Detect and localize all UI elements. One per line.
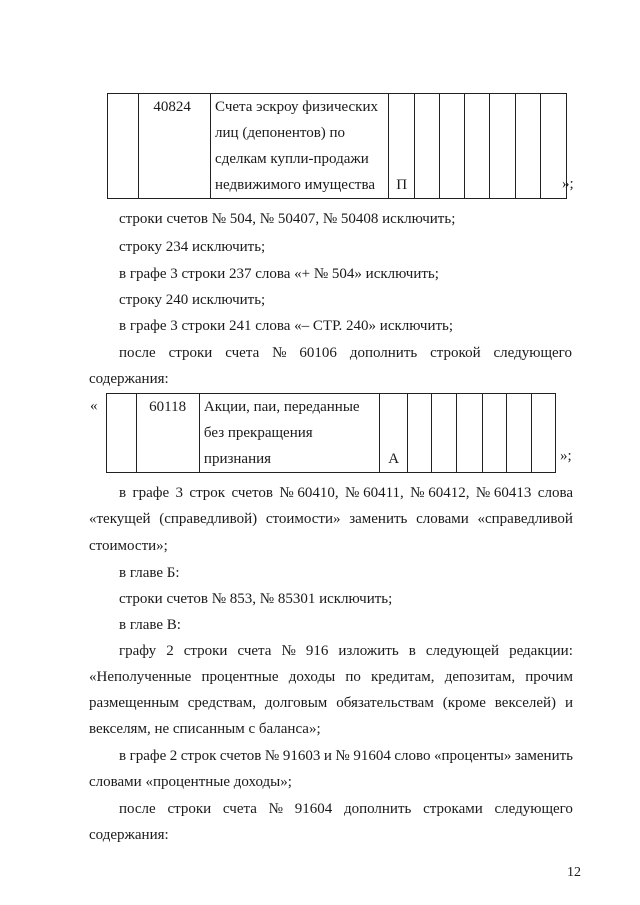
paragraph-line (89, 695, 573, 712)
word: счетов (231, 485, 273, 501)
empty-cell (415, 94, 440, 199)
paragraph-line: содержания: (89, 371, 169, 387)
word: строк (180, 748, 217, 764)
empty-cell (108, 94, 139, 199)
word: графе (129, 748, 167, 764)
word: № 60411, (345, 485, 404, 501)
word: обязательствам (336, 695, 434, 711)
word: по (345, 669, 361, 685)
empty-cell (531, 394, 555, 473)
closing-quote: »; (562, 176, 574, 192)
word: «проценты» (433, 748, 512, 764)
paragraph: строку 234 исключить; (119, 239, 266, 255)
word: № 91604 (335, 748, 391, 764)
word: строк (189, 485, 226, 501)
empty-cell (515, 94, 540, 199)
word: средствам, (187, 695, 257, 711)
word: 2 (166, 643, 174, 659)
account-mark: А (380, 394, 408, 473)
empty-cell (490, 94, 515, 199)
paragraph: строки счетов № 853, № 85301 исключить; (119, 591, 393, 607)
word: редакции: (509, 643, 573, 659)
empty-cell (432, 394, 456, 473)
paragraph-line: векселям, не списанным с баланса»; (89, 721, 321, 737)
word: 91604 (294, 801, 333, 817)
word: № 60412, (410, 485, 470, 501)
paragraph: в главе Б: (119, 565, 180, 581)
paragraph-line (119, 748, 573, 765)
word: в (119, 748, 127, 764)
word: прочим (525, 669, 573, 685)
account-mark: П (389, 94, 415, 199)
empty-cell (456, 394, 482, 473)
empty-cell (507, 394, 531, 473)
paragraph: в графе 3 строки 237 слова «+ № 504» исключить; (119, 266, 439, 282)
word: № 60410, (279, 485, 339, 501)
empty-cell (107, 394, 137, 473)
account-name-line: сделкам купли-продажи (215, 151, 369, 167)
paragraph-line (119, 485, 573, 502)
word: № (268, 801, 283, 817)
word: дополнить (343, 801, 412, 817)
account-name (211, 94, 389, 199)
paragraph: строки счетов № 504, № 50407, № 50408 исключить; (119, 211, 456, 227)
paragraph-line (119, 643, 573, 660)
paragraph-line: словами «процентные доходы»; (89, 774, 292, 790)
word: следующего (493, 345, 572, 361)
paragraph: в графе 3 строки 241 слова «– СТР. 240» исключить; (119, 318, 454, 334)
account-name-line: признания (203, 451, 272, 467)
word: заменить (349, 511, 408, 527)
word: словами (416, 511, 469, 527)
word: и (323, 748, 332, 764)
word: следующего (494, 801, 573, 817)
account-name-line: лиц (депонентов) по (215, 125, 346, 141)
empty-cell (482, 394, 506, 473)
word: (кроме (442, 695, 486, 711)
word: строки (183, 643, 228, 659)
word: строкой (430, 345, 481, 361)
word: «справедливой (477, 511, 573, 527)
word: процентные (201, 669, 279, 685)
word: 916 (305, 643, 329, 659)
word: строками (423, 801, 483, 817)
account-code: 40824 (139, 94, 211, 199)
word: следующей (425, 643, 500, 659)
opening-quote: « (90, 398, 98, 414)
word: долговым (264, 695, 328, 711)
word: в (119, 485, 127, 501)
word: счета (225, 345, 260, 361)
word: № (272, 345, 287, 361)
word: графе (132, 485, 170, 501)
account-table-60118 (106, 393, 556, 473)
account-name-line: недвижимого имущества (215, 177, 376, 193)
word: размещенным (89, 695, 179, 711)
paragraph-line: содержания: (89, 827, 169, 843)
word: № 91603 (264, 748, 321, 764)
empty-cell (464, 94, 489, 199)
closing-quote: »; (560, 448, 572, 464)
paragraph-line (89, 511, 573, 528)
account-name (199, 394, 380, 473)
word: 2 (169, 748, 178, 764)
paragraph-line (89, 669, 573, 686)
word: депозитам, (444, 669, 516, 685)
paragraph-line (119, 345, 572, 362)
paragraph: в главе В: (119, 617, 181, 633)
word: счетов (219, 748, 262, 764)
paragraph-line: стоимости»; (89, 538, 168, 554)
word: счета (222, 801, 257, 817)
account-name-line: без прекращения (203, 425, 313, 441)
word: графу (119, 643, 157, 659)
account-name-line: Счета эскроу физических (215, 99, 378, 115)
word: изложить (338, 643, 399, 659)
word: заменить (514, 748, 573, 764)
word: № 60413 (475, 485, 532, 501)
word: и (564, 695, 573, 711)
word: после (119, 345, 156, 361)
word: векселей) (494, 695, 557, 711)
word: дополнить (349, 345, 418, 361)
word: 3 (175, 485, 184, 501)
account-code: 60118 (137, 394, 200, 473)
word: «Неполученные (89, 669, 192, 685)
word: «текущей (89, 511, 151, 527)
word: строки (167, 801, 212, 817)
empty-cell (408, 394, 432, 473)
word: доходы (288, 669, 336, 685)
word: счета (237, 643, 272, 659)
word: кредитам, (371, 669, 435, 685)
word: слово (394, 748, 431, 764)
account-name-line: Акции, паи, переданные (203, 399, 360, 415)
word: № (281, 643, 296, 659)
word: стоимости» (265, 511, 341, 527)
word: после (119, 801, 156, 817)
empty-cell (439, 94, 464, 199)
word: 60106 (299, 345, 337, 361)
word: слова (537, 485, 573, 501)
account-table-40824 (107, 93, 567, 199)
word: строки (168, 345, 213, 361)
paragraph-line (119, 801, 573, 818)
paragraph: строку 240 исключить; (119, 292, 266, 308)
page-number: 12 (567, 865, 581, 880)
word: в (408, 643, 416, 659)
word: (справедливой) (159, 511, 258, 527)
